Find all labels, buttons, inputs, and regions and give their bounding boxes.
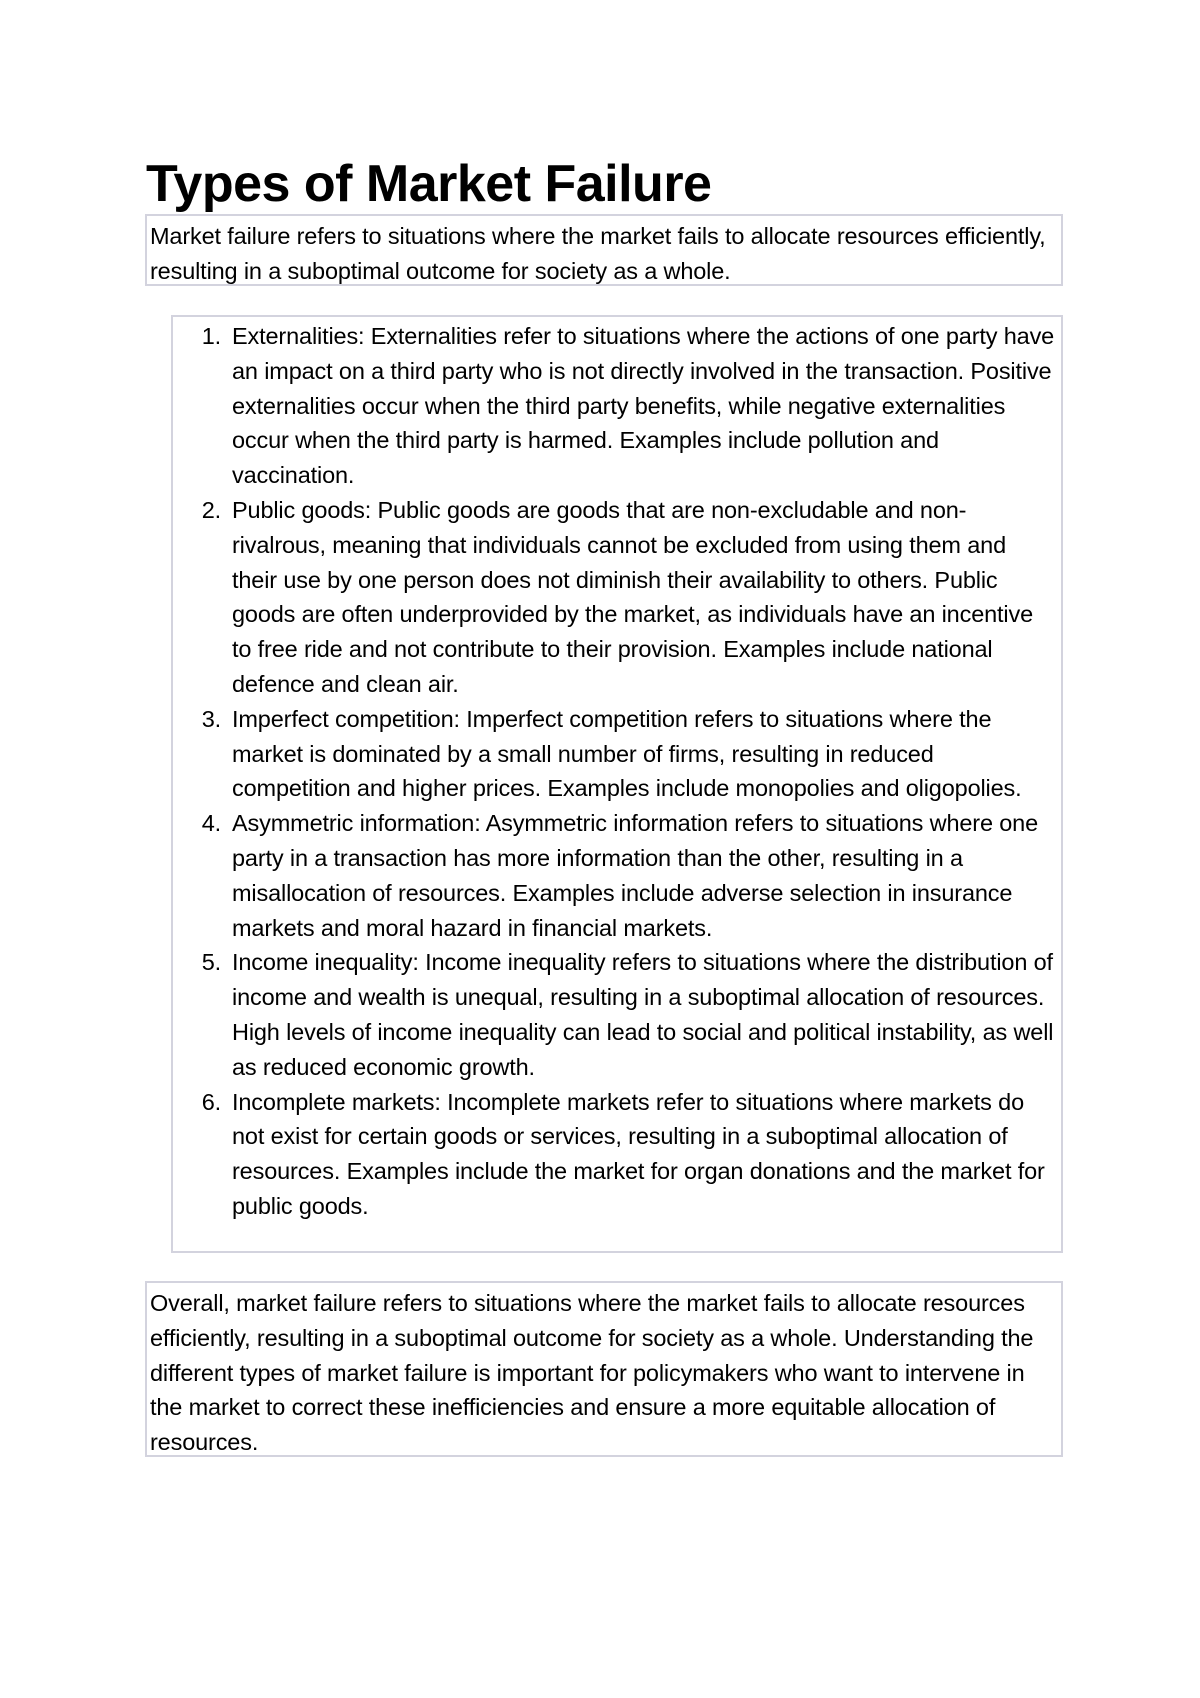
list-item-number: 6. [201, 1088, 221, 1115]
failure-types-box [171, 315, 1063, 1253]
list-item-number: 4. [201, 810, 221, 837]
list-item-text: Externalities: Externalities refer to situations where the actions of one party have an impact on a third party who is not directly involved in the transaction. Positive externalities occur when the third party benefits, while negative externalities occur when the third party is harmed. Examples include pollution and vaccination. [232, 323, 1055, 489]
summary-box [145, 1281, 1063, 1457]
intro-paragraph: Market failure refers to situations where the market fails to allocate resources efficiently, resulting in a suboptimal outcome for society as a whole. [150, 223, 1046, 284]
list-item-incomplete-markets [173, 1085, 1057, 1224]
intro-box [145, 214, 1063, 286]
list-item-number: 5. [201, 949, 221, 976]
list-item-text: Public goods: Public goods are goods that are non-excludable and non-rivalrous, meaning that individuals cannot be excluded from using them and their use by one person does not diminish their availability to others. Public goods are often underprovided by the market, as individuals have an incentive to free ride and not contribute to their provision. Examples include national defence and clean air. [232, 496, 1034, 697]
list-item-externalities [173, 319, 1057, 493]
failure-types-list [173, 319, 1057, 1224]
list-item-text: Imperfect competition: Imperfect competition refers to situations where the market is dominated by a small number of firms, resulting in reduced competition and higher prices. Examples include monopolies and oligopolies. [232, 705, 1022, 802]
list-item-text: Incomplete markets: Incomplete markets refer to situations where markets do not exist for certain goods or services, resulting in a suboptimal allocation of resources. Examples include the market for organ donations and the market for public goods. [232, 1088, 1045, 1219]
list-item-text: Income inequality: Income inequality refers to situations where the distribution of income and wealth is unequal, resulting in a suboptimal allocation of resources. High levels of income inequality can lead to social and political instability, as well as reduced economic growth. [232, 949, 1054, 1080]
list-item-imperfect-competition [173, 702, 1057, 806]
list-item-number: 3. [201, 705, 221, 732]
list-item-number: 1. [201, 323, 221, 349]
list-item-text: Asymmetric information: Asymmetric information refers to situations where one party in a transaction has more information than the other, resulting in a misallocation of resources. Examples include adverse selection in insurance markets and moral hazard in financial markets. [232, 810, 1039, 941]
list-item-income-inequality [173, 945, 1057, 1084]
page-title: Types of Market Failure [146, 155, 712, 213]
list-item-public-goods [173, 493, 1057, 702]
list-item-number: 2. [201, 496, 221, 523]
summary-paragraph: Overall, market failure refers to situations where the market fails to allocate resources efficiently, resulting in a suboptimal outcome for society as a whole. Understanding the different types of market failure is important for policymakers who want to intervene in the market to correct these inefficiencies and ensure a more equitable allocation of resources. [150, 1290, 1034, 1456]
list-item-asymmetric-information [173, 806, 1057, 945]
